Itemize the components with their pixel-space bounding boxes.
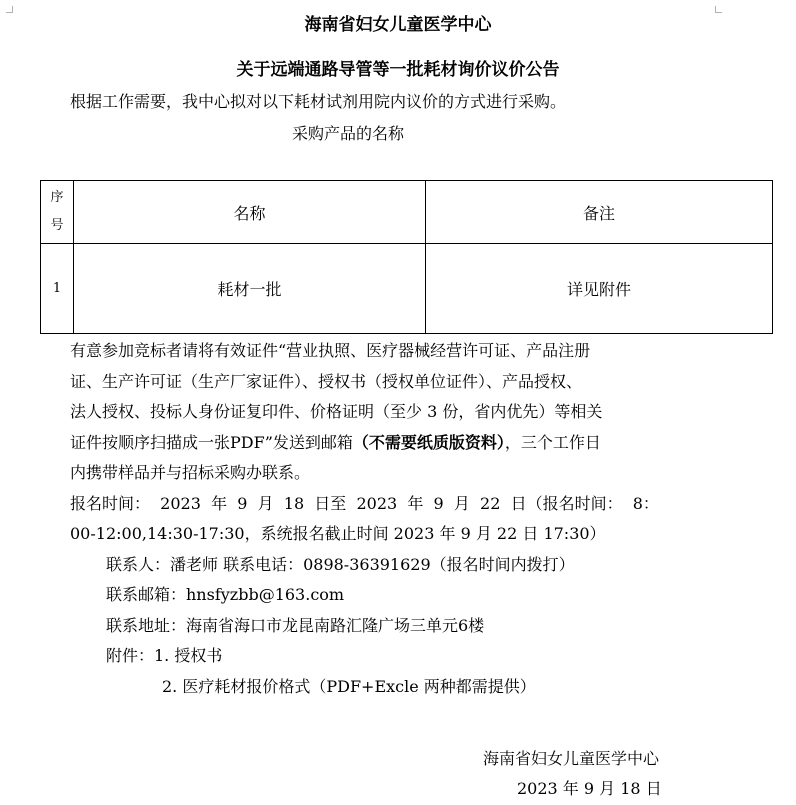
announcement-title: 关于远端通路导管等一批耗材询价议价公告 [236, 60, 560, 80]
signature-date: 2023 年 9 月 18 日 [517, 779, 662, 798]
contact-email: 联系邮箱：hnsfyzbb@163.com [106, 585, 345, 604]
org-heading: 海南省妇女儿童医学中心 [304, 15, 492, 35]
row-note: 详见附件 [426, 244, 773, 334]
requirement-line-3: 法人授权、投标人身份证复印件、价格证明（至少 3 份，省内优先）等相关 [70, 402, 603, 421]
product-table [40, 180, 773, 334]
header-seq [41, 181, 74, 244]
attachment-2: 2. 医疗耗材报价格式（PDF+Excle 两种都需提供） [162, 676, 536, 696]
intro-paragraph: 根据工作需要，我中心拟对以下耗材试剂用院内议价的方式进行采购。 [70, 92, 567, 111]
header-seq-char-1: 序 [50, 190, 64, 205]
body-text [70, 336, 710, 702]
requirement-line-1: 有意参加竞标者请将有效证件“营业执照、医疗器械经营许可证、产品注册 [70, 341, 591, 360]
registration-time-line-2: 00-12:00,14:30-17:30，系统报名截止时间 2023 年 9 月 22 日 17:30） [70, 524, 606, 543]
requirement-line-2: 证、生产许可证（生产厂家证件）、授权书（授权单位证件）、产品授权、 [70, 371, 583, 391]
table-header-row [41, 181, 773, 244]
contact-person: 联系人：潘老师 联系电话：0898-36391629（报名时间内拨打） [106, 554, 575, 574]
requirement-line-4-text: 证件按顺序扫描成一张PDF”发送到邮箱 [70, 432, 353, 452]
header-name: 名称 [74, 181, 426, 244]
requirement-line-5: 内携带样品并与招标采购办联系。 [70, 463, 311, 482]
contact-address: 联系地址：海南省海口市龙昆南路汇隆广场三单元6楼 [106, 615, 485, 635]
requirement-line-4 [70, 428, 710, 459]
table-caption: 采购产品的名称 [292, 124, 405, 143]
row-name: 耗材一批 [74, 244, 426, 334]
header-note: 备注 [426, 181, 773, 244]
table-row [41, 244, 773, 334]
row-seq: 1 [41, 244, 74, 334]
no-paper-note: （不需要纸质版资料） [352, 432, 505, 452]
attachment-1: 附件：1. 授权书 [106, 646, 223, 665]
signature-org: 海南省妇女儿童医学中心 [483, 749, 660, 768]
registration-time-line-1: 报名时间： 2023 年 9 月 18 日至 2023 年 9 月 22 日（报名时间： 8： [70, 493, 659, 513]
header-seq-char-2: 号 [50, 218, 64, 233]
requirement-line-4-tail: ，三个工作日 [504, 432, 601, 452]
